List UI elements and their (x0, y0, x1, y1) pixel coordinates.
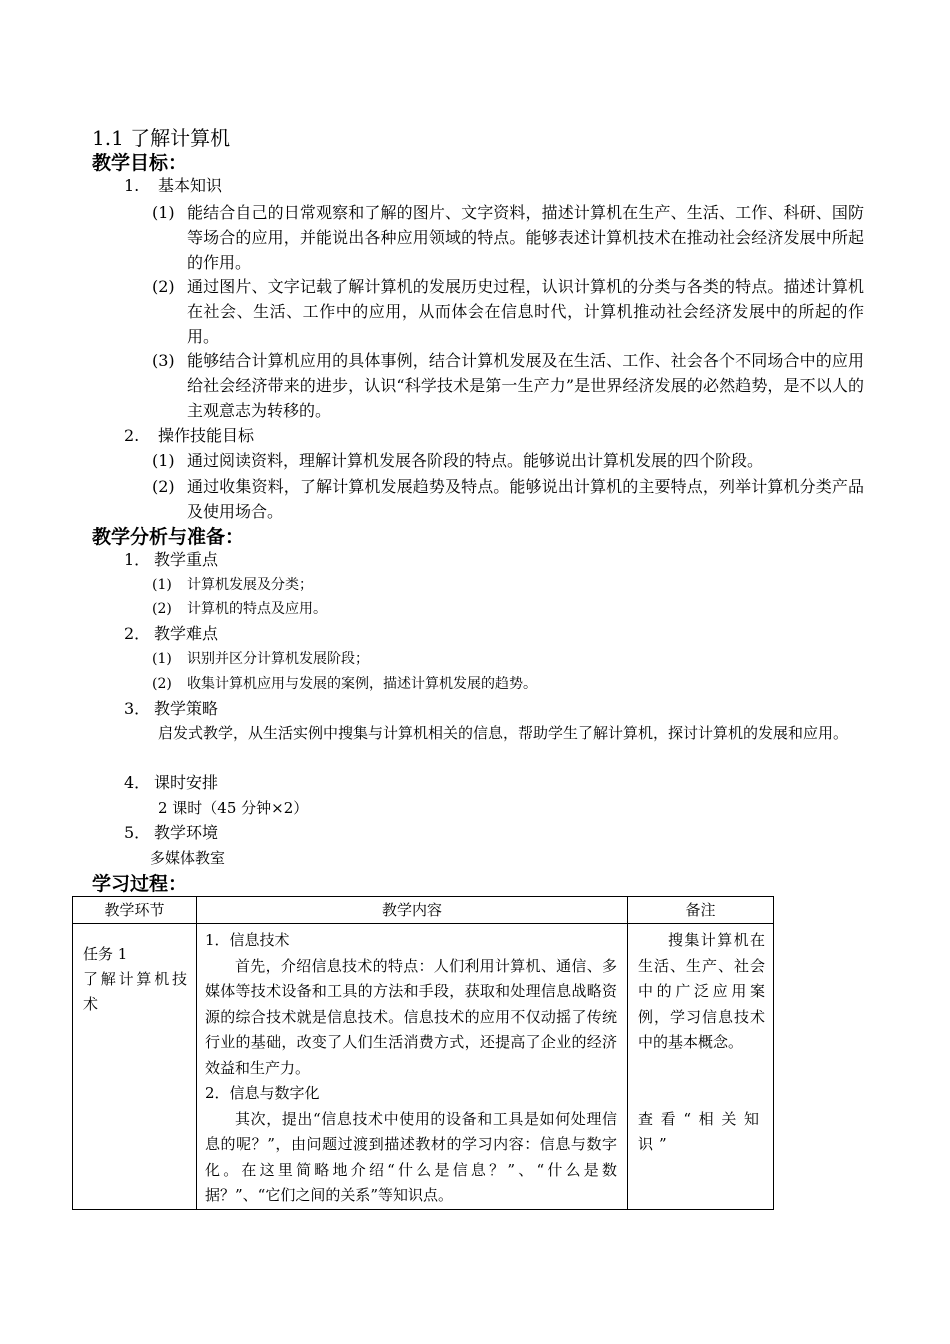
difficult-points-heading (124, 622, 218, 646)
schedule-heading (124, 771, 218, 795)
list-item-text: 通过收集资料，了解计算机发展趋势及特点。能够说出计算机的主要特点，列举计算机分类产品及使用场合。 (187, 477, 864, 521)
note-text: 查看“相关知识” (638, 1109, 765, 1153)
note-text: 搜集计算机在生活、生产、社会中的广泛应用案例，学习信息技术中的基本概念。 (638, 931, 765, 1051)
task-id: 任务 1 (83, 945, 128, 963)
column-header: 教学内容 (197, 897, 628, 924)
skills-label: 操作技能目标 (158, 426, 255, 445)
skills-heading (124, 424, 254, 448)
schedule-number: 4． (124, 773, 151, 792)
analysis-heading: 教学分析与准备： (92, 526, 245, 548)
strategy-label: 教学策略 (154, 699, 219, 718)
list-item-text: 计算机发展及分类； (187, 577, 313, 593)
task-name: 了解计算机技术 (83, 970, 188, 1013)
basic-knowledge-heading (124, 174, 222, 198)
list-marker: (1) (152, 451, 175, 470)
list-item-text: 计算机的特点及应用。 (187, 601, 327, 617)
section-title: 1．信息技术 (205, 931, 290, 949)
key-points-label: 教学重点 (154, 550, 219, 569)
list-item (152, 200, 864, 275)
goals-heading: 教学目标： (92, 152, 188, 174)
note-cell (628, 924, 774, 1210)
list-item (152, 573, 864, 597)
skills-number: 2. (124, 426, 140, 445)
list-marker: (2) (152, 477, 175, 496)
list-item (152, 647, 864, 671)
section-body: 首先，介绍信息技术的特点：人们利用计算机、通信、多媒体等技术设备和工具的方法和手段，获取和处理信息战略资源的综合技术就是信息技术。信息技术的应用不仅动摇了传统行业的基础，改变了人们生活消费方式，还提高了企业的经济效益和生产力。 (205, 956, 617, 1077)
list-item-text: 能够结合计算机应用的具体事例，结合计算机发展及在生活、工作、社会各个不同场合中的应用给社会经济带来的进步，认识“科学技术是第一生产力”是世界经济发展的必然趋势，是不以人的主观意志为转移的。 (187, 351, 864, 420)
list-marker: (2) (152, 277, 175, 296)
column-header: 备注 (628, 897, 774, 924)
environment-heading (124, 821, 218, 845)
section-title: 2．信息与数字化 (205, 1084, 320, 1102)
list-marker: (1) (152, 651, 172, 667)
difficult-points-label: 教学难点 (154, 624, 219, 643)
process-heading: 学习过程： (92, 873, 188, 895)
strategy-number: 3． (124, 699, 151, 718)
schedule-text: 2 课时（45 分钟×2） (158, 799, 309, 817)
table-row (73, 924, 774, 1210)
column-header: 教学环节 (73, 897, 197, 924)
strategy-text: 启发式教学，从生活实例中搜集与计算机相关的信息，帮助学生了解计算机，探讨计算机的发展和应用。 (158, 724, 849, 742)
list-item-text: 通过阅读资料，理解计算机发展各阶段的特点。能够说出计算机发展的四个阶段。 (187, 451, 764, 470)
list-item (152, 448, 864, 473)
schedule-label: 课时安排 (154, 773, 219, 792)
environment-text: 多媒体教室 (150, 849, 226, 867)
section-body: 其次，提出“信息技术中使用的设备和工具是如何处理信息的呢？”，由问题过渡到描述教材的学习内容：信息与数字化。在这里简略地介绍“什么是信息？”、“什么是数据？”、“它们之间的关系”等知识点。 (205, 1109, 617, 1204)
list-item (152, 474, 864, 524)
list-item-text: 通过图片、文字记载了解计算机的发展历史过程，认识计算机的分类与各类的特点。描述计算机在社会、生活、工作中的应用，从而体会在信息时代，计算机推动社会经济发展中的所起的作用。 (187, 277, 864, 346)
key-points-heading (124, 548, 218, 572)
process-table (72, 896, 774, 1210)
list-marker: (1) (152, 577, 172, 593)
list-item (152, 274, 864, 349)
list-marker: (2) (152, 601, 172, 617)
list-item (152, 672, 864, 696)
strategy-heading (124, 697, 218, 721)
basic-knowledge-number: 1. (124, 176, 140, 195)
list-item-text: 能结合自己的日常观察和了解的图片、文字资料，描述计算机在生产、生活、工作、科研、国防等场合的应用，并能说出各种应用领域的特点。能够表述计算机技术在推动社会经济发展中所起的作用。 (187, 203, 864, 272)
list-item-text: 识别并区分计算机发展阶段； (187, 651, 369, 667)
list-marker: (2) (152, 676, 172, 692)
key-points-number: 1． (124, 550, 151, 569)
list-marker: (3) (152, 351, 175, 370)
list-item (152, 348, 864, 423)
basic-knowledge-label: 基本知识 (158, 176, 223, 195)
table-header-row (73, 897, 774, 924)
page-title: 1.1 了解计算机 (92, 126, 231, 150)
content-cell (197, 924, 628, 1210)
list-marker: (1) (152, 203, 175, 222)
list-item (152, 597, 864, 621)
environment-number: 5． (124, 823, 151, 842)
difficult-points-number: 2． (124, 624, 151, 643)
list-item-text: 收集计算机应用与发展的案例，描述计算机发展的趋势。 (187, 676, 537, 692)
environment-label: 教学环境 (154, 823, 219, 842)
task-cell (73, 924, 197, 1210)
